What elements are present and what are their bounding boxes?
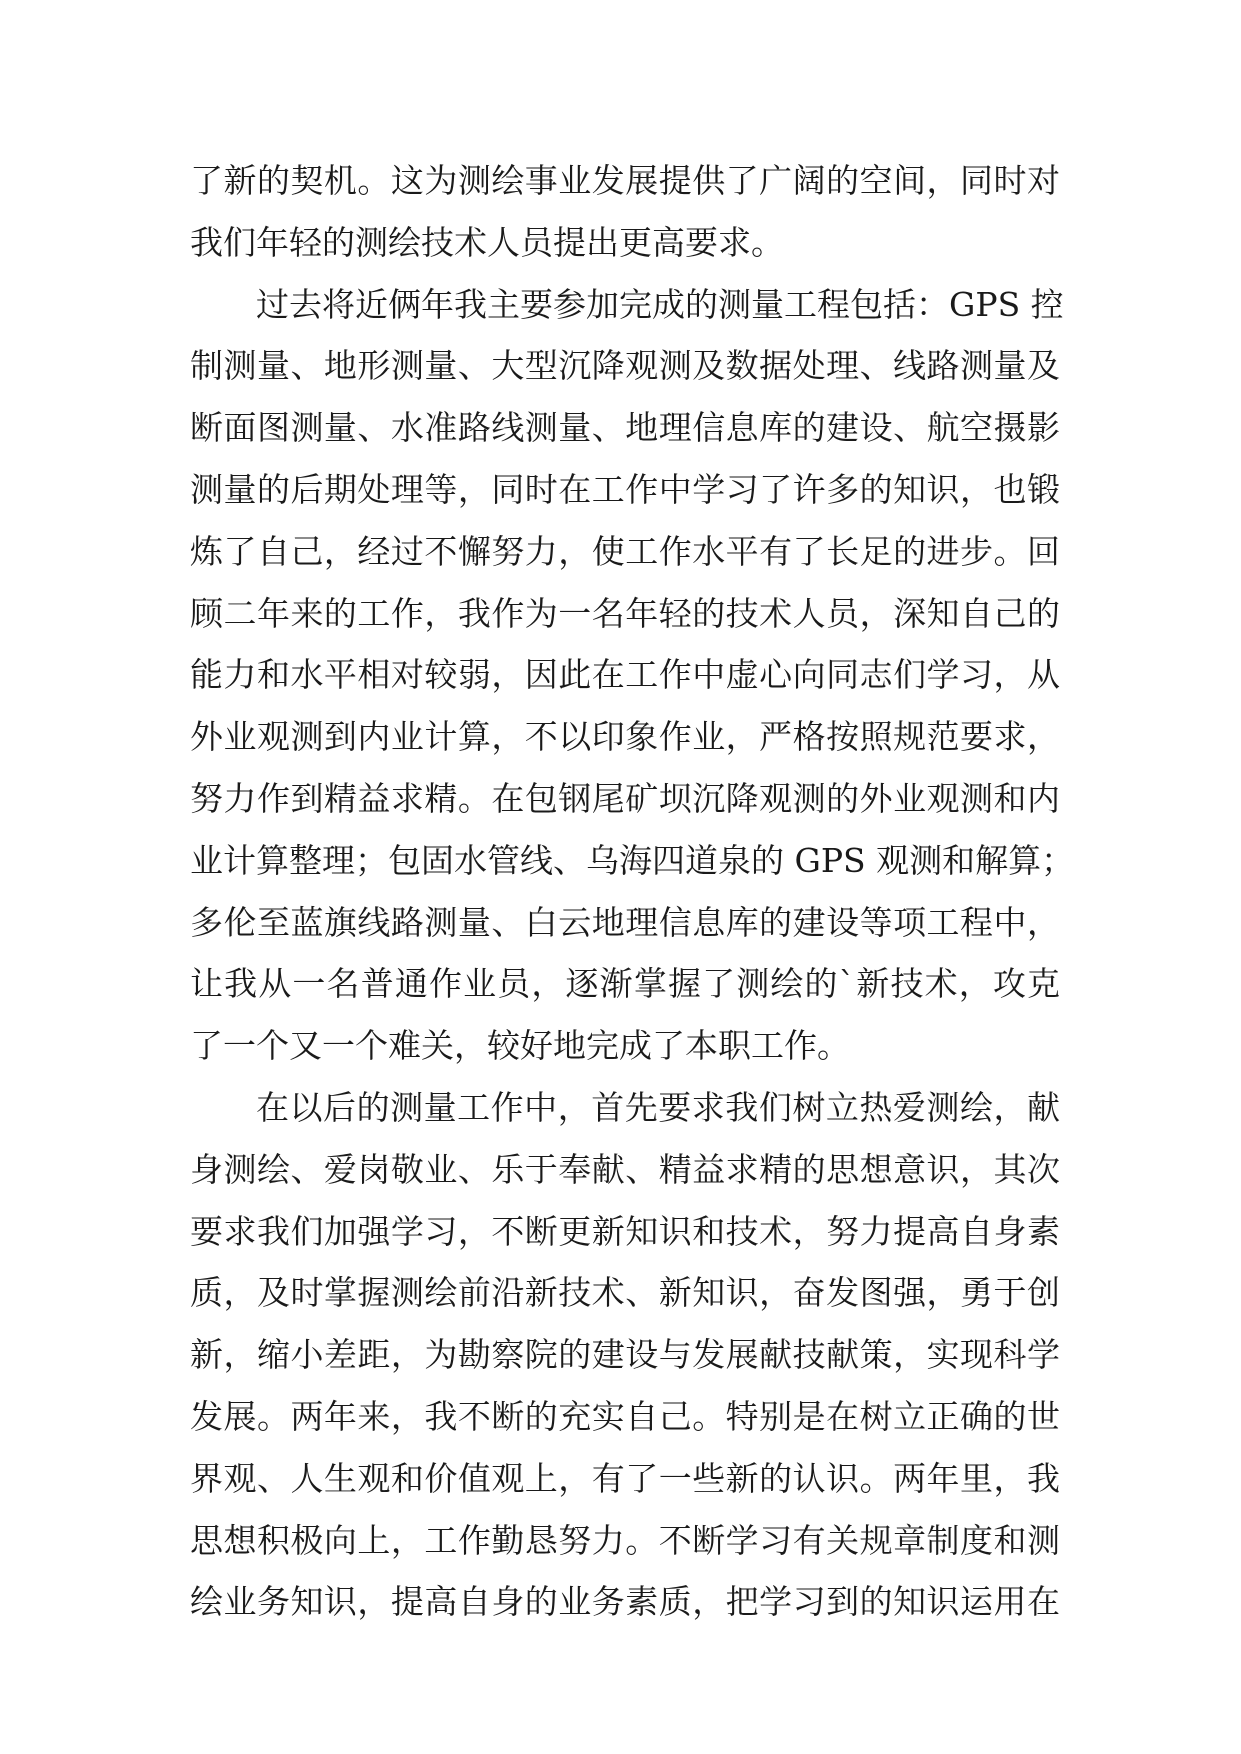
text-line: 新，缩小差距，为勘察院的建设与发展献技献策，实现科学	[190, 1335, 1060, 1375]
text-line: 让我从一名普通作业员，逐渐掌握了测绘的`新技术，攻克	[190, 964, 1060, 1004]
text-line: 发展。两年来，我不断的充实自己。特别是在树立正确的世	[190, 1396, 1060, 1436]
paragraph-first-line: 过去将近俩年我主要参加完成的测量工程包括：GPS 控	[256, 284, 1064, 324]
text-line: 身测绘、爱岗敬业、乐于奉献、精益求精的思想意识，其次	[190, 1149, 1060, 1189]
text-line: 质，及时掌握测绘前沿新技术、新知识，奋发图强，勇于创	[190, 1273, 1060, 1313]
text-line: 思想积极向上，工作勤恳努力。不断学习有关规章制度和测	[190, 1520, 1060, 1560]
text-line: 业计算整理；包固水管线、乌海四道泉的 GPS 观测和解算；	[190, 840, 1075, 880]
text-line: 要求我们加强学习，不断更新知识和技术，努力提高自身素	[190, 1211, 1060, 1251]
text-line: 测量的后期处理等，同时在工作中学习了许多的知识，也锻	[190, 469, 1060, 509]
text-line: 顾二年来的工作，我作为一名年轻的技术人员，深知自己的	[190, 593, 1060, 633]
paragraph-first-line: 在以后的测量工作中，首先要求我们树立热爱测绘，献	[256, 1087, 1060, 1127]
text-line: 制测量、地形测量、大型沉降观测及数据处理、线路测量及	[190, 346, 1060, 386]
text-line: 了一个又一个难关，较好地完成了本职工作。	[190, 1026, 850, 1066]
text-line: 了新的契机。这为测绘事业发展提供了广阔的空间，同时对	[190, 161, 1060, 200]
text-line: 绘业务知识，提高自身的业务素质，把学习到的知识运用在	[190, 1582, 1060, 1622]
body-text	[190, 150, 1075, 1633]
text-line: 炼了自己，经过不懈努力，使工作水平有了长足的进步。回	[190, 531, 1060, 571]
text-line: 多伦至蓝旗线路测量、白云地理信息库的建设等项工程中，	[190, 902, 1060, 942]
text-line: 断面图测量、水准路线测量、地理信息库的建设、航空摄影	[190, 408, 1060, 448]
text-line: 努力作到精益求精。在包钢尾矿坝沉降观测的外业观测和内	[190, 778, 1060, 818]
text-line: 我们年轻的测绘技术人员提出更高要求。	[190, 222, 784, 262]
text-line: 外业观测到内业计算，不以印象作业，严格按照规范要求，	[190, 717, 1060, 757]
text-line: 界观、人生观和价值观上，有了一些新的认识。两年里，我	[190, 1458, 1060, 1498]
text-line: 能力和水平相对较弱，因此在工作中虚心向同志们学习，从	[190, 655, 1060, 695]
